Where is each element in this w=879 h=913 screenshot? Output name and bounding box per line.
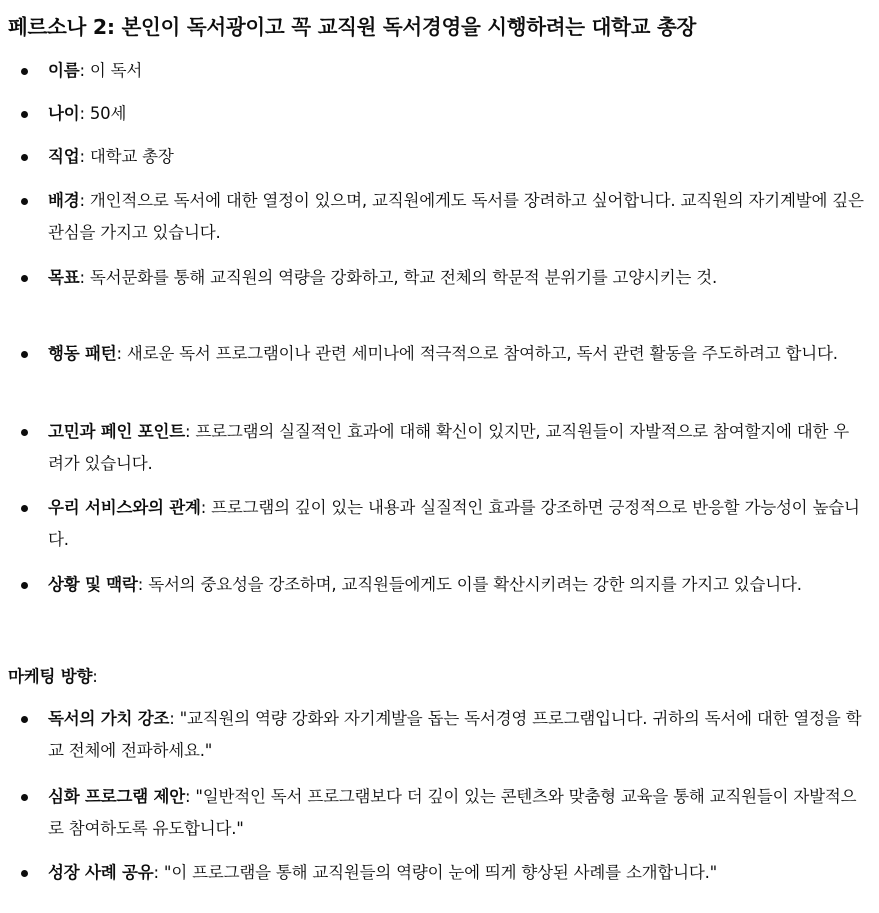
list-item-advanced-program [48, 781, 864, 845]
item-key: 이름 [48, 61, 80, 80]
item-key: 우리 서비스와의 관계 [48, 498, 201, 517]
item-value: : 독서문화를 통해 교직원의 역량을 강화하고, 학교 전체의 학문적 분위기를 고양시키는 것. [79, 268, 718, 287]
list-item-name [48, 55, 864, 87]
item-value: : 대학교 총장 [79, 147, 174, 166]
list-item-goal [48, 262, 864, 294]
item-value: : 독서의 중요성을 강조하며, 교직원들에게도 이를 확산시키려는 강한 의지를 가지고 있습니다. [137, 575, 802, 594]
marketing-label-colon: : [92, 667, 98, 686]
item-key: 성장 사례 공유 [48, 863, 154, 882]
item-key: 상황 및 맥락 [48, 575, 138, 594]
item-value: : 프로그램의 실질적인 효과에 대해 확신이 있지만, 교직원들이 자발적으로 참여할지에 대한 우려가 있습니다. [48, 422, 849, 473]
item-value: : "이 프로그램을 통해 교직원들의 역량이 눈에 띄게 향상된 사례를 소개합니다." [153, 863, 718, 882]
item-key: 행동 패턴 [48, 344, 117, 363]
item-value: : "일반적인 독서 프로그램보다 더 깊이 있는 콘텐츠와 맞춤형 교육을 통해 교직원들이 자발적으로 참여하도록 유도합니다." [48, 787, 857, 838]
item-value: : 개인적으로 독서에 대한 열정이 있으며, 교직원에게도 독서를 장려하고 싶어합니다. 교직원의 자기계발에 깊은 관심을 가지고 있습니다. [48, 191, 864, 242]
list-item-background [48, 185, 864, 249]
list-item-job [48, 141, 864, 173]
list-item-age [48, 98, 864, 130]
list-item-behavior-pattern [48, 338, 864, 370]
item-value: : 프로그램의 깊이 있는 내용과 실질적인 효과를 강조하면 긍정적으로 반응할 가능성이 높습니다. [48, 498, 860, 549]
item-key: 독서의 가치 강조 [48, 709, 170, 728]
item-key: 나이 [48, 104, 80, 123]
item-value: : "교직원의 역량 강화와 자기계발을 돕는 독서경영 프로그램입니다. 귀하의 독서에 대한 열정을 학교 전체에 전파하세요." [48, 709, 862, 760]
list-item-value-emphasis [48, 703, 864, 767]
item-key: 심화 프로그램 제안 [48, 787, 186, 806]
marketing-direction-label [8, 661, 98, 693]
list-item-context [48, 569, 864, 601]
marketing-label-text: 마케팅 방향 [8, 667, 93, 686]
item-value: : 새로운 독서 프로그램이나 관련 세미나에 적극적으로 참여하고, 독서 관련 활동을 주도하려고 합니다. [116, 344, 838, 363]
item-value: : 50세 [79, 104, 127, 123]
list-item-growth-cases [48, 857, 864, 889]
list-item-pain-points [48, 416, 864, 480]
item-value: : 이 독서 [79, 61, 143, 80]
list-item-service-relation [48, 492, 864, 556]
item-key: 고민과 페인 포인트 [48, 422, 186, 441]
item-key: 목표 [48, 268, 80, 287]
item-key: 배경 [48, 191, 80, 210]
persona-title: 페르소나 2: 본인이 독서광이고 꼭 교직원 독서경영을 시행하려는 대학교 총장 [8, 15, 696, 39]
item-key: 직업 [48, 147, 80, 166]
